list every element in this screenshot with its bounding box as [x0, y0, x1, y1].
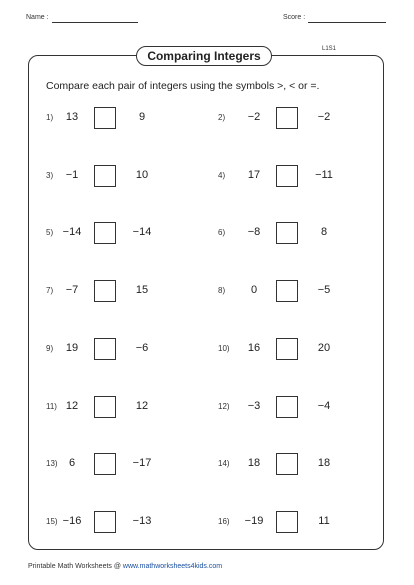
right-integer: −11 — [315, 168, 333, 181]
answer-box[interactable] — [276, 107, 298, 129]
right-integer: −17 — [132, 457, 152, 470]
problem-number: 1) — [46, 113, 54, 122]
right-integer: −4 — [317, 399, 331, 412]
right-integer: −13 — [132, 514, 152, 527]
problem-number: 7) — [46, 286, 54, 296]
right-integer: 18 — [317, 457, 331, 470]
footer-site-link[interactable]: www.mathworksheets4kids.com — [122, 563, 223, 570]
problem-item — [218, 396, 368, 420]
right-integer: −2 — [317, 111, 331, 123]
problem-number: 8) — [218, 286, 226, 296]
worksheet-code: L1S1 — [322, 46, 337, 52]
right-integer: 9 — [138, 111, 146, 123]
right-integer: −6 — [135, 341, 149, 354]
problem-item — [36, 107, 186, 131]
left-integer: 19 — [65, 341, 79, 354]
answer-box[interactable] — [276, 165, 298, 187]
problem-number: 6) — [218, 228, 226, 238]
problem-number: 15) — [46, 516, 58, 526]
answer-box[interactable] — [94, 280, 116, 302]
footer-prefix: Printable Math Worksheets @ — [28, 563, 123, 570]
problem-item — [218, 107, 368, 131]
problem-item — [218, 511, 368, 535]
right-integer: 11 — [318, 514, 330, 527]
problem-number: 14) — [218, 459, 230, 469]
problem-item — [36, 222, 186, 246]
right-integer: 12 — [135, 399, 149, 412]
left-integer: 0 — [250, 284, 258, 297]
worksheet-title: Comparing Integers — [136, 46, 272, 66]
problem-number: 4) — [218, 170, 226, 180]
problem-item — [36, 453, 186, 477]
left-integer: 17 — [247, 168, 261, 181]
answer-box[interactable] — [276, 222, 298, 244]
footer — [28, 563, 222, 570]
problem-item — [36, 280, 186, 304]
name-label: Name : — [26, 14, 49, 21]
left-integer: 16 — [247, 341, 261, 354]
problem-number: 5) — [46, 228, 54, 238]
left-integer: −1 — [65, 168, 79, 181]
answer-box[interactable] — [94, 165, 116, 187]
answer-box[interactable] — [94, 222, 116, 244]
answer-box[interactable] — [276, 453, 298, 475]
score-label: Score : — [283, 14, 306, 21]
left-integer: 13 — [65, 111, 79, 123]
left-integer: −3 — [247, 399, 261, 412]
problem-item — [218, 280, 368, 304]
problem-item — [36, 511, 186, 535]
score-field[interactable] — [308, 22, 386, 23]
answer-box[interactable] — [276, 338, 298, 360]
problem-item — [36, 165, 186, 189]
problem-number: 11) — [46, 401, 57, 411]
answer-box[interactable] — [94, 453, 116, 475]
right-integer: 20 — [317, 341, 331, 354]
left-integer: 18 — [247, 457, 261, 470]
problem-number: 16) — [218, 516, 230, 526]
left-integer: −19 — [244, 514, 264, 527]
left-integer: 12 — [65, 399, 79, 412]
answer-box[interactable] — [94, 107, 116, 129]
right-integer: 10 — [135, 168, 149, 181]
problem-number: 12) — [218, 401, 230, 411]
instructions: Compare each pair of integers using the symbols >, < or =. — [46, 80, 320, 92]
name-field[interactable] — [52, 22, 138, 23]
problem-number: 13) — [46, 459, 58, 469]
left-integer: −2 — [247, 111, 261, 123]
right-integer: 8 — [320, 226, 328, 239]
left-integer: −16 — [62, 514, 82, 527]
problem-item — [218, 222, 368, 246]
answer-box[interactable] — [276, 280, 298, 302]
problem-item — [218, 338, 368, 362]
problem-item — [36, 338, 186, 362]
answer-box[interactable] — [276, 396, 298, 418]
right-integer: −14 — [132, 226, 152, 239]
left-integer: −14 — [62, 226, 82, 239]
right-integer: 15 — [135, 284, 149, 297]
problem-number: 2) — [218, 113, 226, 122]
problem-item — [36, 396, 186, 420]
problem-item — [218, 453, 368, 477]
answer-box[interactable] — [94, 338, 116, 360]
answer-box[interactable] — [94, 396, 116, 418]
answer-box[interactable] — [94, 511, 116, 533]
right-integer: −5 — [317, 284, 331, 297]
answer-box[interactable] — [276, 511, 298, 533]
left-integer: 6 — [68, 457, 76, 470]
problem-number: 10) — [218, 343, 230, 353]
problem-number: 9) — [46, 343, 54, 353]
problem-item — [218, 165, 368, 189]
left-integer: −8 — [247, 226, 261, 239]
left-integer: −7 — [65, 284, 79, 297]
problem-number: 3) — [46, 170, 54, 180]
